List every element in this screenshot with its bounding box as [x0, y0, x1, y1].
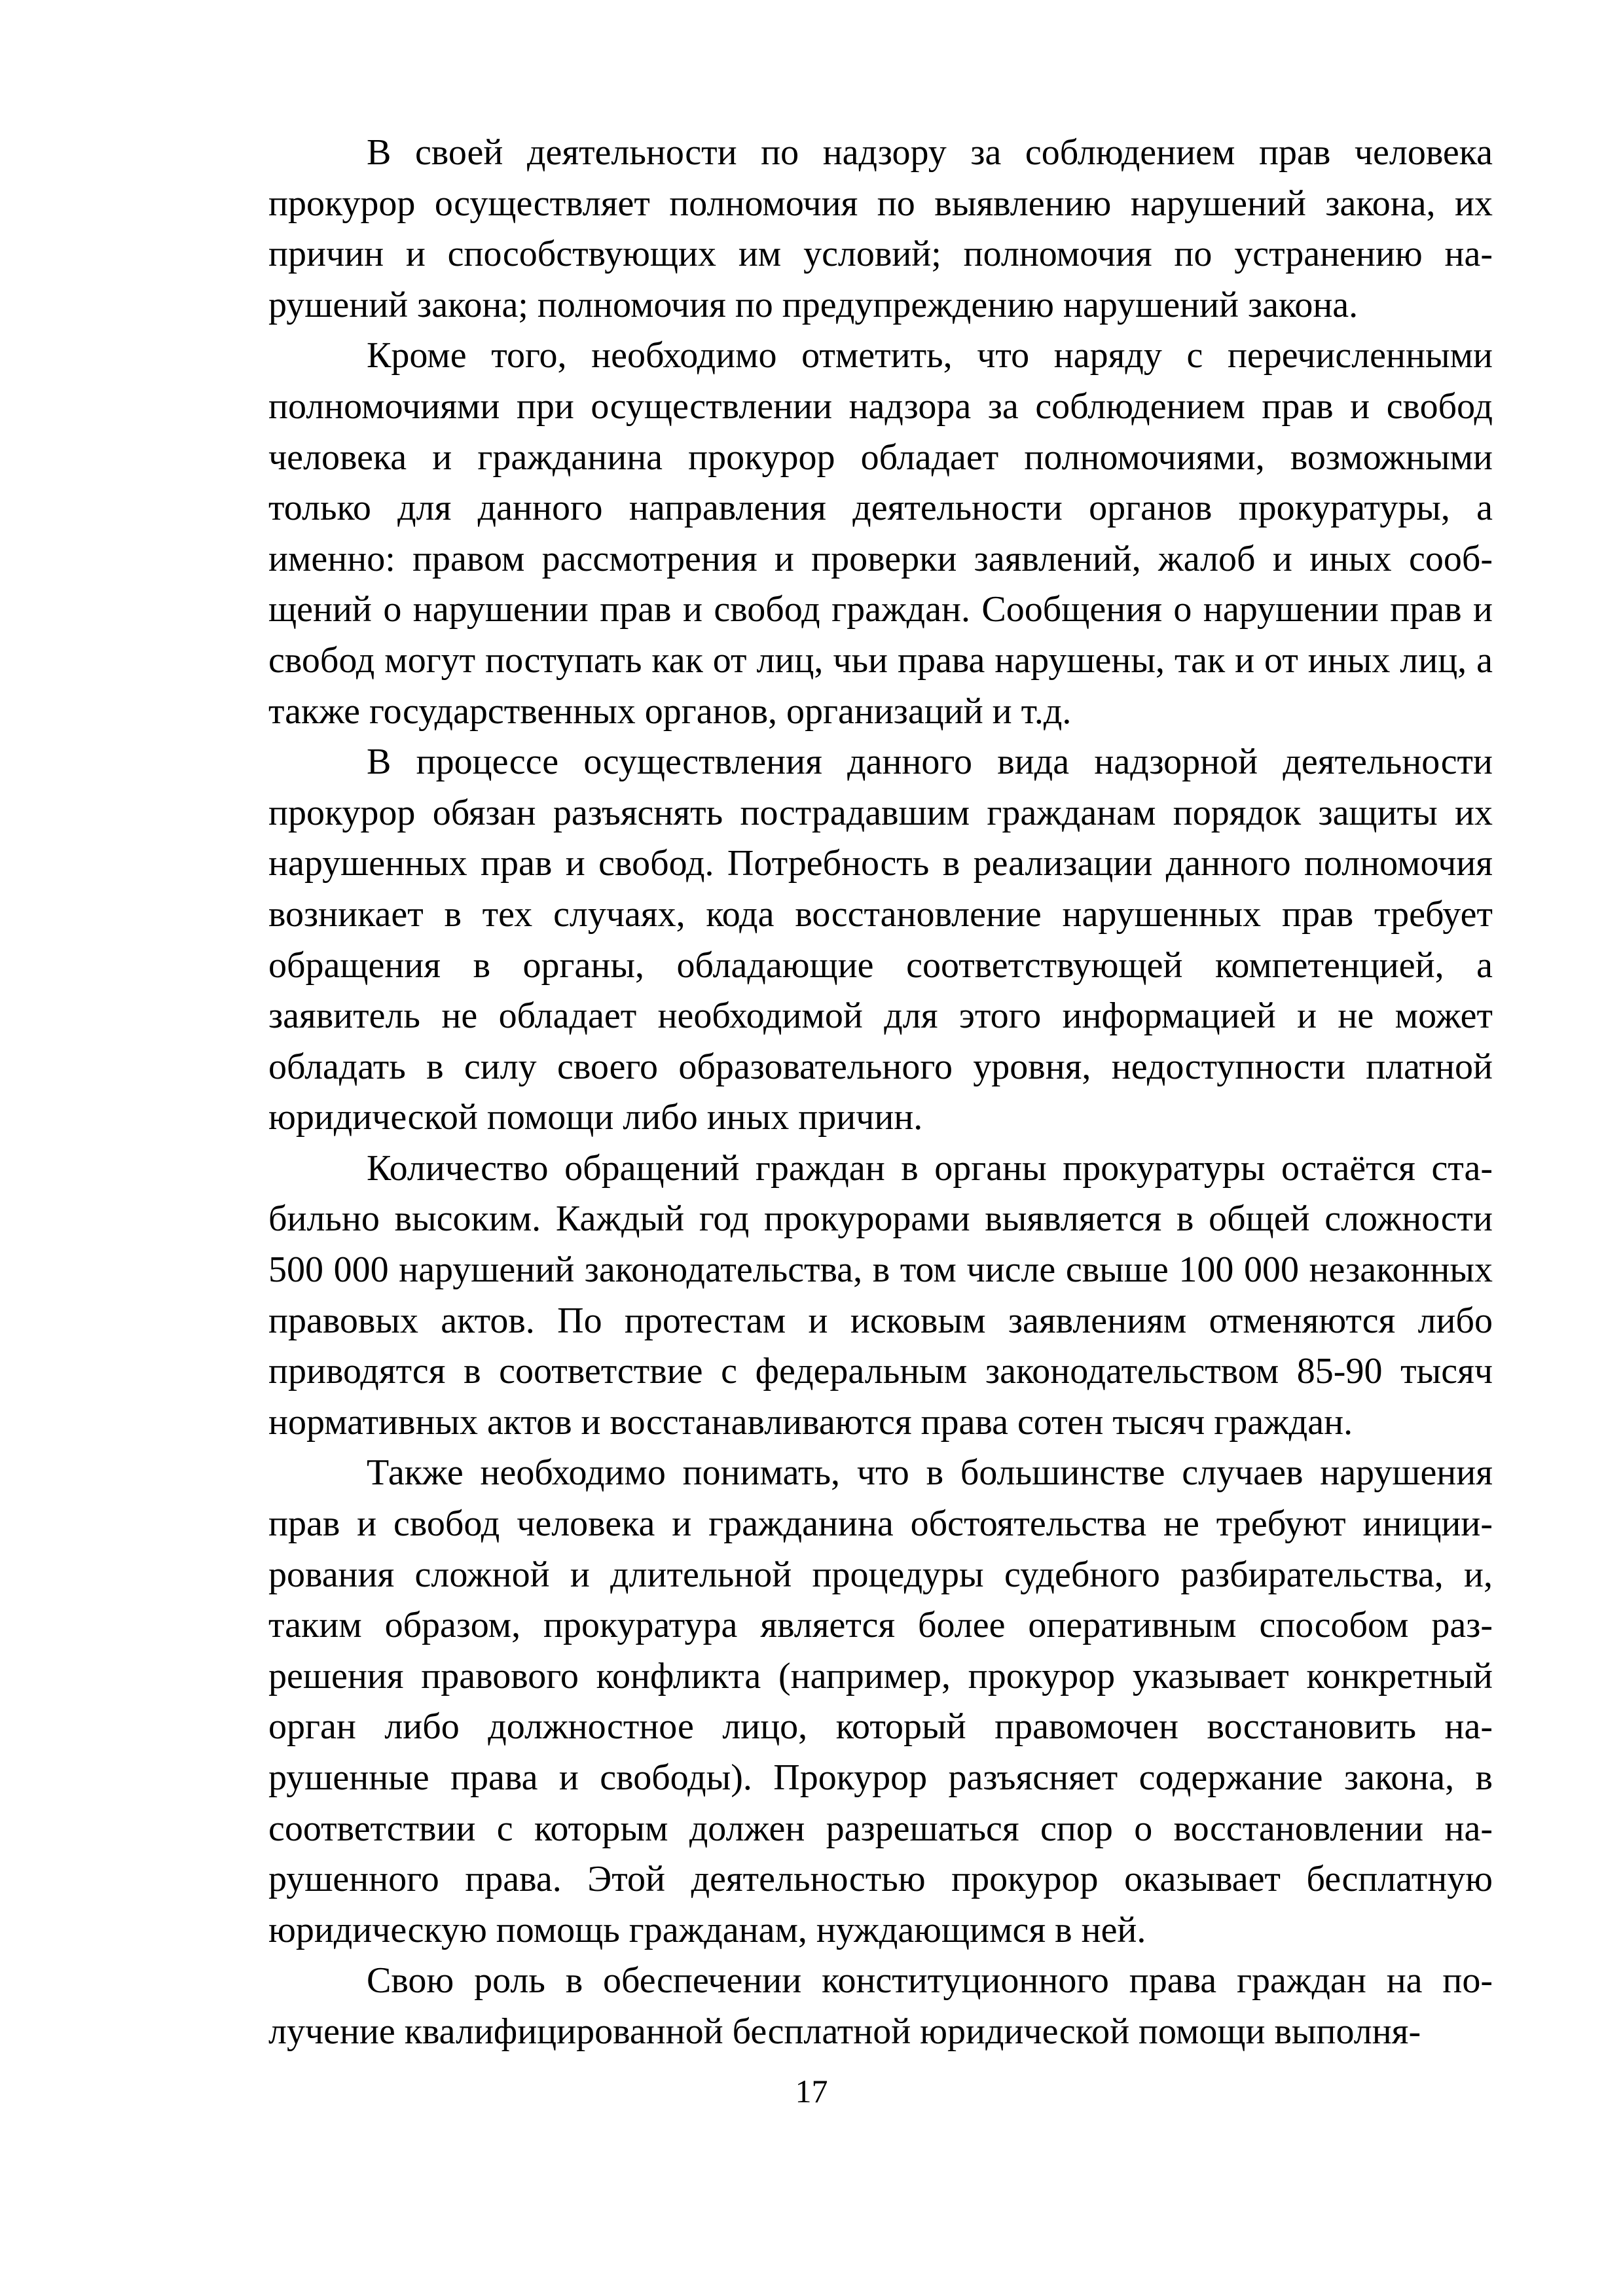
paragraph-3: В процессе осуществления данного вида надзорной деятельности прокурор обязан разъяснять пострадавшим гражданам порядок защиты их нарушенных прав и свобод. Потребность в реализации данного полномочия возникает в тех случаях, кода восстановление нарушенных прав требует обращения в органы, обладающие соответствующей компетенцией, а заявитель не обладает необходимой для этого информацией и не может обладать в силу своего образовательного уровня, недоступности платной юридической помощи либо иных причин.	[268, 742, 1493, 1138]
paragraph-2: Кроме того, необходимо отметить, что наряду с перечисленными полномочиями при осуществлении надзора за соблюдением прав и свобод человека и гражданина прокурор обладает полномочиями, возможными только для данного направления деятельности органов прокуратуры, а именно: правом рассмотрения и проверки заявлений, жалоб и иных сообщений о нарушении прав и свобод граждан. Сообщения о нарушении прав и свобод могут поступать как от лиц, чьи права нарушены, так и от иных лиц, а также государственных органов, организаций и т.д.	[268, 335, 1493, 732]
paragraph-1: В своей деятельности по надзору за соблюдением прав человека прокурор осуществляет полномочия по выявлению нарушений закона, их причин и способствующих им условий; полномочия по устранению нарушений закона; полномочия по предупреждению нарушений закона.	[268, 132, 1493, 325]
paragraph-4: Количество обращений граждан в органы прокуратуры остаётся стабильно высоким. Каждый год прокурорами выявляется в общей сложности 500 000 нарушений законодательства, в том числе свыше 100 000 незаконных правовых актов. По протестам и исковым заявлениям отменяются либо приводятся в соответствие с федеральным законодательством 85-90 тысяч нормативных актов и восстанавливаются права сотен тысяч граждан.	[268, 1147, 1493, 1443]
paragraph-6: Свою роль в обеспечении конституционного права граждан на получение квалифицированной бесплатной юридической помощи выполня-	[268, 1960, 1493, 2052]
paragraph-5: Также необходимо понимать, что в большинстве случаев нарушения прав и свобод человека и гражданина обстоятельства не требуют инициирования сложной и длительной процедуры судебного разбирательства, и, таким образом, прокуратура является более оперативным способом разрешения правового конфликта (например, прокурор указывает конкретный орган либо должностное лицо, который правомочен восстановить нарушенные права и свободы). Прокурор разъясняет содержание закона, в соответствии с которым должен разрешаться спор о восстановлении нарушенного права. Этой деятельностью прокурор оказывает бесплатную юридическую помощь гражданам, нуждающимся в ней.	[268, 1452, 1493, 1950]
document-body	[268, 128, 1493, 2058]
page-number: 17	[795, 2073, 828, 2109]
